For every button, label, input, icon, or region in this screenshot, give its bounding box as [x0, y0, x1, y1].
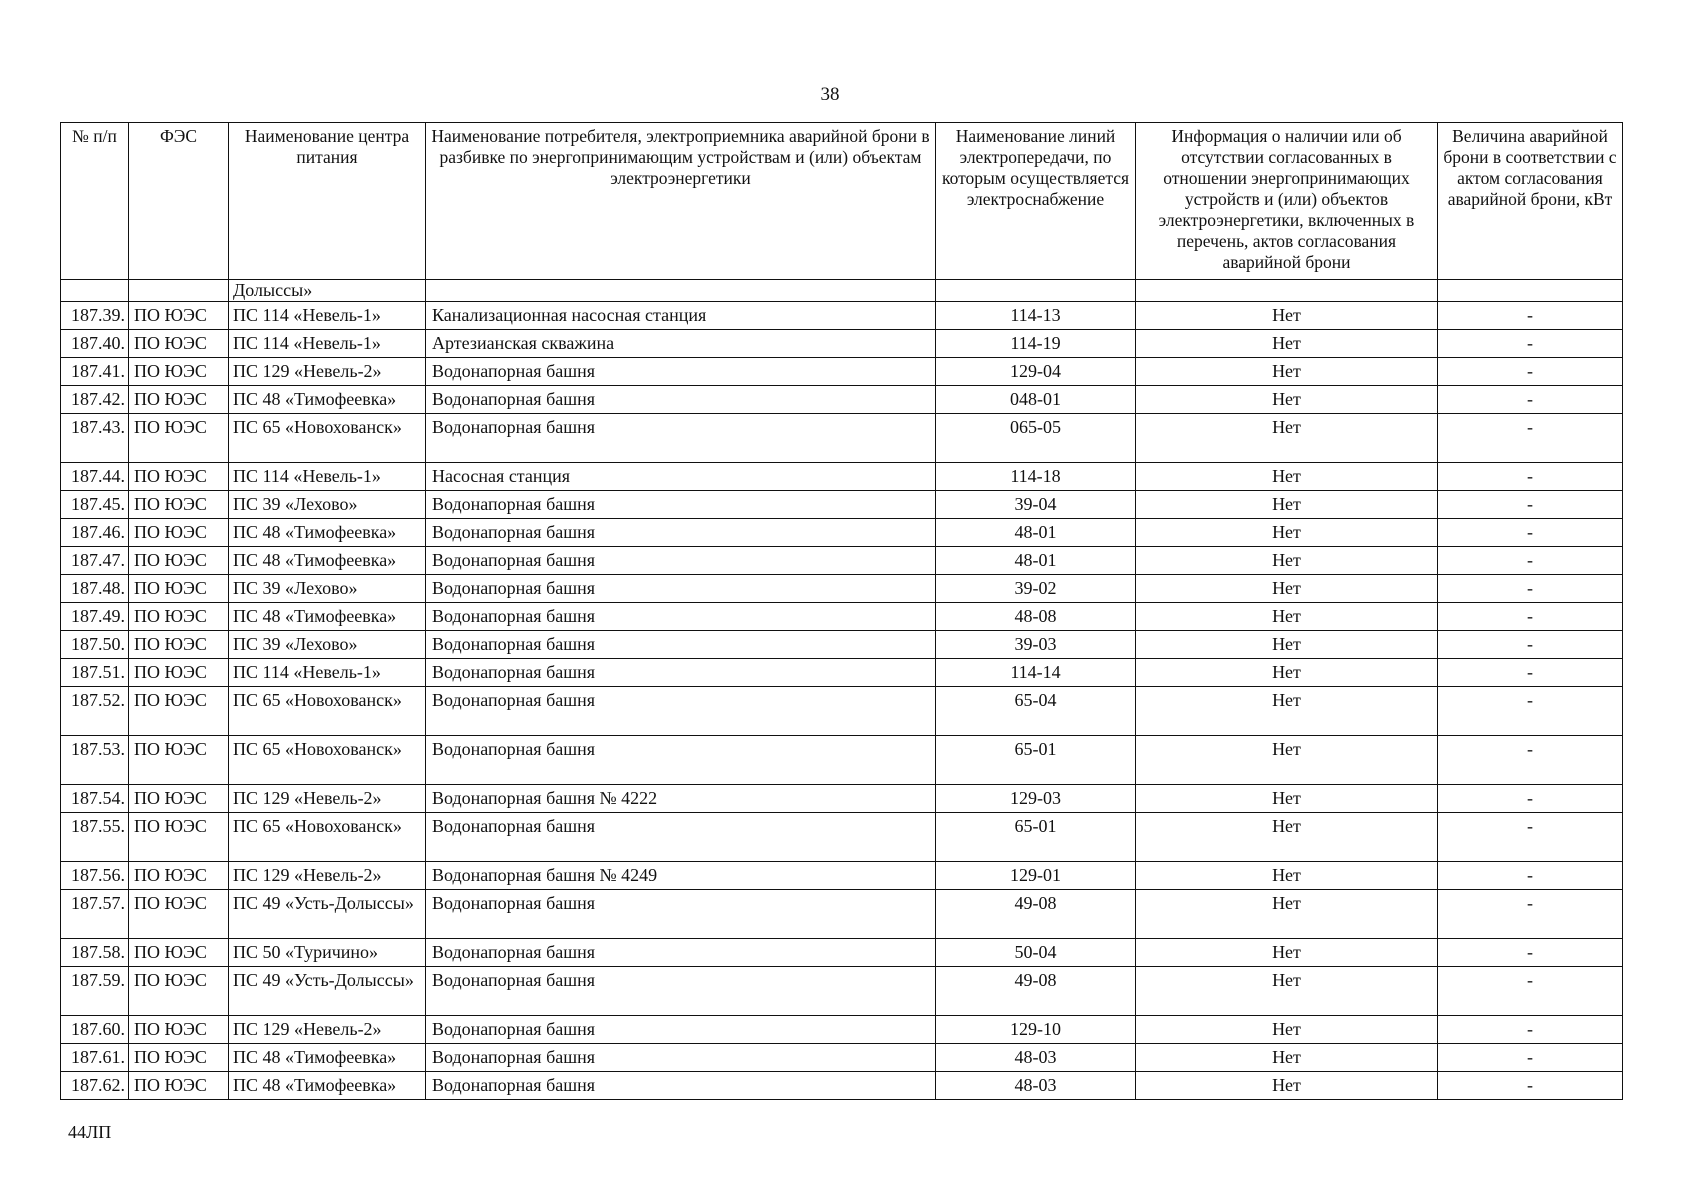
cell-power-center: ПС 65 «Новохованск» — [229, 414, 426, 463]
cell-fes: ПО ЮЭС — [129, 358, 229, 386]
cell-agreement: Нет — [1136, 631, 1438, 659]
cell-reserve: - — [1438, 491, 1623, 519]
cell-fes: ПО ЮЭС — [129, 575, 229, 603]
table-row — [61, 414, 1623, 463]
cell-line: 50-04 — [936, 939, 1136, 967]
cell-number: 187.49. — [61, 603, 129, 631]
cell-consumer: Водонапорная башня — [426, 603, 936, 631]
cell-agreement: Нет — [1136, 813, 1438, 862]
cell-agreement: Нет — [1136, 1044, 1438, 1072]
cell-agreement: Нет — [1136, 463, 1438, 491]
cell-agreement: Нет — [1136, 386, 1438, 414]
cell-fes: ПО ЮЭС — [129, 939, 229, 967]
cell-line: 48-01 — [936, 547, 1136, 575]
table-row — [61, 785, 1623, 813]
table-row — [61, 967, 1623, 1016]
cell-consumer: Водонапорная башня — [426, 358, 936, 386]
cell-consumer: Водонапорная башня — [426, 813, 936, 862]
cell-consumer: Водонапорная башня — [426, 687, 936, 736]
table-row — [61, 862, 1623, 890]
cell-agreement: Нет — [1136, 659, 1438, 687]
cell-reserve: - — [1438, 1044, 1623, 1072]
table-row — [61, 491, 1623, 519]
cell-power-center: ПС 48 «Тимофеевка» — [229, 603, 426, 631]
cell-number: 187.59. — [61, 967, 129, 1016]
table-header-row — [61, 123, 1623, 280]
cell-reserve: - — [1438, 575, 1623, 603]
cell-consumer: Водонапорная башня — [426, 890, 936, 939]
cell-consumer: Артезианская скважина — [426, 330, 936, 358]
cell-fes — [129, 280, 229, 302]
cell-number: 187.43. — [61, 414, 129, 463]
cell-line: 48-08 — [936, 603, 1136, 631]
cell-agreement: Нет — [1136, 687, 1438, 736]
table-row — [61, 358, 1623, 386]
cell-fes: ПО ЮЭС — [129, 659, 229, 687]
cell-consumer: Водонапорная башня — [426, 1072, 936, 1100]
cell-power-center: ПС 129 «Невель-2» — [229, 358, 426, 386]
cell-fes: ПО ЮЭС — [129, 547, 229, 575]
cell-number: 187.44. — [61, 463, 129, 491]
cell-number: 187.53. — [61, 736, 129, 785]
cell-consumer: Водонапорная башня — [426, 1016, 936, 1044]
cell-fes: ПО ЮЭС — [129, 603, 229, 631]
cell-consumer: Водонапорная башня — [426, 736, 936, 785]
cell-agreement: Нет — [1136, 785, 1438, 813]
cell-line: 114-13 — [936, 302, 1136, 330]
cell-agreement — [1136, 280, 1438, 302]
cell-reserve: - — [1438, 967, 1623, 1016]
cell-power-center: ПС 49 «Усть-Долыссы» — [229, 967, 426, 1016]
cell-power-center: ПС 65 «Новохованск» — [229, 736, 426, 785]
table-row — [61, 890, 1623, 939]
cell-reserve: - — [1438, 813, 1623, 862]
cell-power-center: ПС 39 «Лехово» — [229, 491, 426, 519]
cell-number: 187.48. — [61, 575, 129, 603]
cell-fes: ПО ЮЭС — [129, 414, 229, 463]
cell-reserve: - — [1438, 603, 1623, 631]
cell-number: 187.58. — [61, 939, 129, 967]
cell-consumer: Насосная станция — [426, 463, 936, 491]
cell-fes: ПО ЮЭС — [129, 967, 229, 1016]
page-number: 38 — [820, 84, 840, 105]
cell-reserve: - — [1438, 1016, 1623, 1044]
cell-consumer: Водонапорная башня — [426, 491, 936, 519]
header-power-center: Наименование центра питания — [229, 123, 426, 280]
cell-power-center: ПС 65 «Новохованск» — [229, 813, 426, 862]
cell-agreement: Нет — [1136, 519, 1438, 547]
cell-consumer: Водонапорная башня № 4249 — [426, 862, 936, 890]
cell-fes: ПО ЮЭС — [129, 463, 229, 491]
cell-fes: ПО ЮЭС — [129, 862, 229, 890]
cell-reserve: - — [1438, 358, 1623, 386]
cell-consumer: Водонапорная башня — [426, 1044, 936, 1072]
cell-number: 187.57. — [61, 890, 129, 939]
cell-line: 048-01 — [936, 386, 1136, 414]
cell-consumer: Водонапорная башня — [426, 575, 936, 603]
table-row — [61, 463, 1623, 491]
cell-agreement: Нет — [1136, 939, 1438, 967]
cell-power-center: ПС 48 «Тимофеевка» — [229, 519, 426, 547]
cell-fes: ПО ЮЭС — [129, 519, 229, 547]
cell-power-center: ПС 39 «Лехово» — [229, 575, 426, 603]
footer-code: 44ЛП — [68, 1122, 112, 1142]
continuation-row — [61, 280, 1623, 302]
table-row — [61, 575, 1623, 603]
cell-agreement: Нет — [1136, 302, 1438, 330]
cell-reserve — [1438, 280, 1623, 302]
cell-number: 187.62. — [61, 1072, 129, 1100]
cell-number: 187.47. — [61, 547, 129, 575]
cell-reserve: - — [1438, 631, 1623, 659]
cell-power-center: ПС 129 «Невель-2» — [229, 862, 426, 890]
cell-number: 187.56. — [61, 862, 129, 890]
cell-power-center: ПС 48 «Тимофеевка» — [229, 1072, 426, 1100]
header-agreement-info: Информация о наличии или об отсутствии согласованных в отношении энергопринимающих устройств и (или) объектов электроэнергетики, включенных в перечень, актов согласования аварийной брони — [1136, 123, 1438, 280]
cell-agreement: Нет — [1136, 575, 1438, 603]
cell-power-center: ПС 48 «Тимофеевка» — [229, 547, 426, 575]
cell-line: 49-08 — [936, 967, 1136, 1016]
cell-consumer: Водонапорная башня — [426, 547, 936, 575]
cell-reserve: - — [1438, 547, 1623, 575]
cell-power-center: ПС 129 «Невель-2» — [229, 785, 426, 813]
cell-power-center: ПС 50 «Туричино» — [229, 939, 426, 967]
cell-agreement: Нет — [1136, 358, 1438, 386]
cell-fes: ПО ЮЭС — [129, 386, 229, 414]
cell-power-center: ПС 129 «Невель-2» — [229, 1016, 426, 1044]
cell-fes: ПО ЮЭС — [129, 736, 229, 785]
cell-reserve: - — [1438, 302, 1623, 330]
cell-agreement: Нет — [1136, 414, 1438, 463]
cell-consumer — [426, 280, 936, 302]
cell-number — [61, 280, 129, 302]
cell-consumer: Водонапорная башня — [426, 659, 936, 687]
table-row — [61, 302, 1623, 330]
cell-power-center: ПС 114 «Невель-1» — [229, 330, 426, 358]
cell-number: 187.54. — [61, 785, 129, 813]
table-row — [61, 939, 1623, 967]
cell-fes: ПО ЮЭС — [129, 330, 229, 358]
cell-reserve: - — [1438, 862, 1623, 890]
cell-consumer: Водонапорная башня — [426, 967, 936, 1016]
cell-consumer: Водонапорная башня — [426, 631, 936, 659]
cell-fes: ПО ЮЭС — [129, 785, 229, 813]
cell-reserve: - — [1438, 519, 1623, 547]
cell-power-center: ПС 48 «Тимофеевка» — [229, 1044, 426, 1072]
cell-consumer: Водонапорная башня № 4222 — [426, 785, 936, 813]
cell-line: 48-03 — [936, 1072, 1136, 1100]
cell-power-center: ПС 114 «Невель-1» — [229, 659, 426, 687]
cell-consumer: Водонапорная башня — [426, 414, 936, 463]
table-row — [61, 687, 1623, 736]
cell-agreement: Нет — [1136, 1016, 1438, 1044]
cell-consumer: Канализационная насосная станция — [426, 302, 936, 330]
cell-fes: ПО ЮЭС — [129, 631, 229, 659]
cell-line: 129-04 — [936, 358, 1136, 386]
cell-line: 39-02 — [936, 575, 1136, 603]
table-row — [61, 386, 1623, 414]
cell-fes: ПО ЮЭС — [129, 1044, 229, 1072]
cell-power-center: ПС 114 «Невель-1» — [229, 302, 426, 330]
cell-reserve: - — [1438, 386, 1623, 414]
table-row — [61, 659, 1623, 687]
cell-number: 187.39. — [61, 302, 129, 330]
table-row — [61, 519, 1623, 547]
header-reserve-value: Величина аварийной брони в соответствии с актом согласования аварийной брони, кВт — [1438, 123, 1623, 280]
cell-fes: ПО ЮЭС — [129, 687, 229, 736]
cell-agreement: Нет — [1136, 603, 1438, 631]
cell-line: 129-01 — [936, 862, 1136, 890]
cell-reserve: - — [1438, 414, 1623, 463]
cell-agreement: Нет — [1136, 547, 1438, 575]
cell-line: 129-10 — [936, 1016, 1136, 1044]
cell-line: 48-03 — [936, 1044, 1136, 1072]
cell-line: 65-01 — [936, 736, 1136, 785]
cell-reserve: - — [1438, 785, 1623, 813]
cell-power-center: ПС 114 «Невель-1» — [229, 463, 426, 491]
cell-agreement: Нет — [1136, 330, 1438, 358]
cell-reserve: - — [1438, 330, 1623, 358]
cell-agreement: Нет — [1136, 862, 1438, 890]
cell-reserve: - — [1438, 736, 1623, 785]
cell-power-center: Долыссы» — [229, 280, 426, 302]
cell-number: 187.41. — [61, 358, 129, 386]
cell-reserve: - — [1438, 659, 1623, 687]
table-row — [61, 547, 1623, 575]
cell-reserve: - — [1438, 939, 1623, 967]
cell-reserve: - — [1438, 890, 1623, 939]
table-row — [61, 631, 1623, 659]
cell-power-center: ПС 49 «Усть-Долыссы» — [229, 890, 426, 939]
consumer-table — [60, 122, 1623, 1100]
cell-agreement: Нет — [1136, 1072, 1438, 1100]
header-consumer: Наименование потребителя, электроприемника аварийной брони в разбивке по энергопринимающим устройствам и (или) объектам электроэнергетики — [426, 123, 936, 280]
cell-number: 187.50. — [61, 631, 129, 659]
cell-number: 187.55. — [61, 813, 129, 862]
table-row — [61, 736, 1623, 785]
cell-number: 187.45. — [61, 491, 129, 519]
cell-line: 114-19 — [936, 330, 1136, 358]
cell-fes: ПО ЮЭС — [129, 491, 229, 519]
cell-fes: ПО ЮЭС — [129, 813, 229, 862]
cell-line: 39-03 — [936, 631, 1136, 659]
cell-power-center: ПС 39 «Лехово» — [229, 631, 426, 659]
header-power-lines: Наименование линий электропередачи, по которым осуществляется электроснабжение — [936, 123, 1136, 280]
cell-agreement: Нет — [1136, 736, 1438, 785]
cell-fes: ПО ЮЭС — [129, 1016, 229, 1044]
cell-reserve: - — [1438, 687, 1623, 736]
cell-line — [936, 280, 1136, 302]
cell-line: 65-04 — [936, 687, 1136, 736]
cell-agreement: Нет — [1136, 491, 1438, 519]
cell-number: 187.42. — [61, 386, 129, 414]
cell-line: 129-03 — [936, 785, 1136, 813]
cell-power-center: ПС 65 «Новохованск» — [229, 687, 426, 736]
cell-number: 187.46. — [61, 519, 129, 547]
cell-consumer: Водонапорная башня — [426, 386, 936, 414]
cell-agreement: Нет — [1136, 890, 1438, 939]
cell-line: 39-04 — [936, 491, 1136, 519]
cell-number: 187.40. — [61, 330, 129, 358]
table-row — [61, 813, 1623, 862]
cell-reserve: - — [1438, 1072, 1623, 1100]
cell-line: 065-05 — [936, 414, 1136, 463]
cell-line: 65-01 — [936, 813, 1136, 862]
cell-fes: ПО ЮЭС — [129, 302, 229, 330]
cell-consumer: Водонапорная башня — [426, 519, 936, 547]
header-fes: ФЭС — [129, 123, 229, 280]
table-row — [61, 1044, 1623, 1072]
cell-agreement: Нет — [1136, 967, 1438, 1016]
cell-line: 114-14 — [936, 659, 1136, 687]
cell-power-center: ПС 48 «Тимофеевка» — [229, 386, 426, 414]
cell-line: 48-01 — [936, 519, 1136, 547]
cell-line: 114-18 — [936, 463, 1136, 491]
cell-fes: ПО ЮЭС — [129, 890, 229, 939]
cell-number: 187.51. — [61, 659, 129, 687]
cell-line: 49-08 — [936, 890, 1136, 939]
cell-number: 187.52. — [61, 687, 129, 736]
table-row — [61, 1072, 1623, 1100]
table-row — [61, 1016, 1623, 1044]
cell-consumer: Водонапорная башня — [426, 939, 936, 967]
cell-number: 187.61. — [61, 1044, 129, 1072]
cell-reserve: - — [1438, 463, 1623, 491]
header-number: № п/п — [61, 123, 129, 280]
cell-number: 187.60. — [61, 1016, 129, 1044]
table-row — [61, 330, 1623, 358]
cell-fes: ПО ЮЭС — [129, 1072, 229, 1100]
table-row — [61, 603, 1623, 631]
